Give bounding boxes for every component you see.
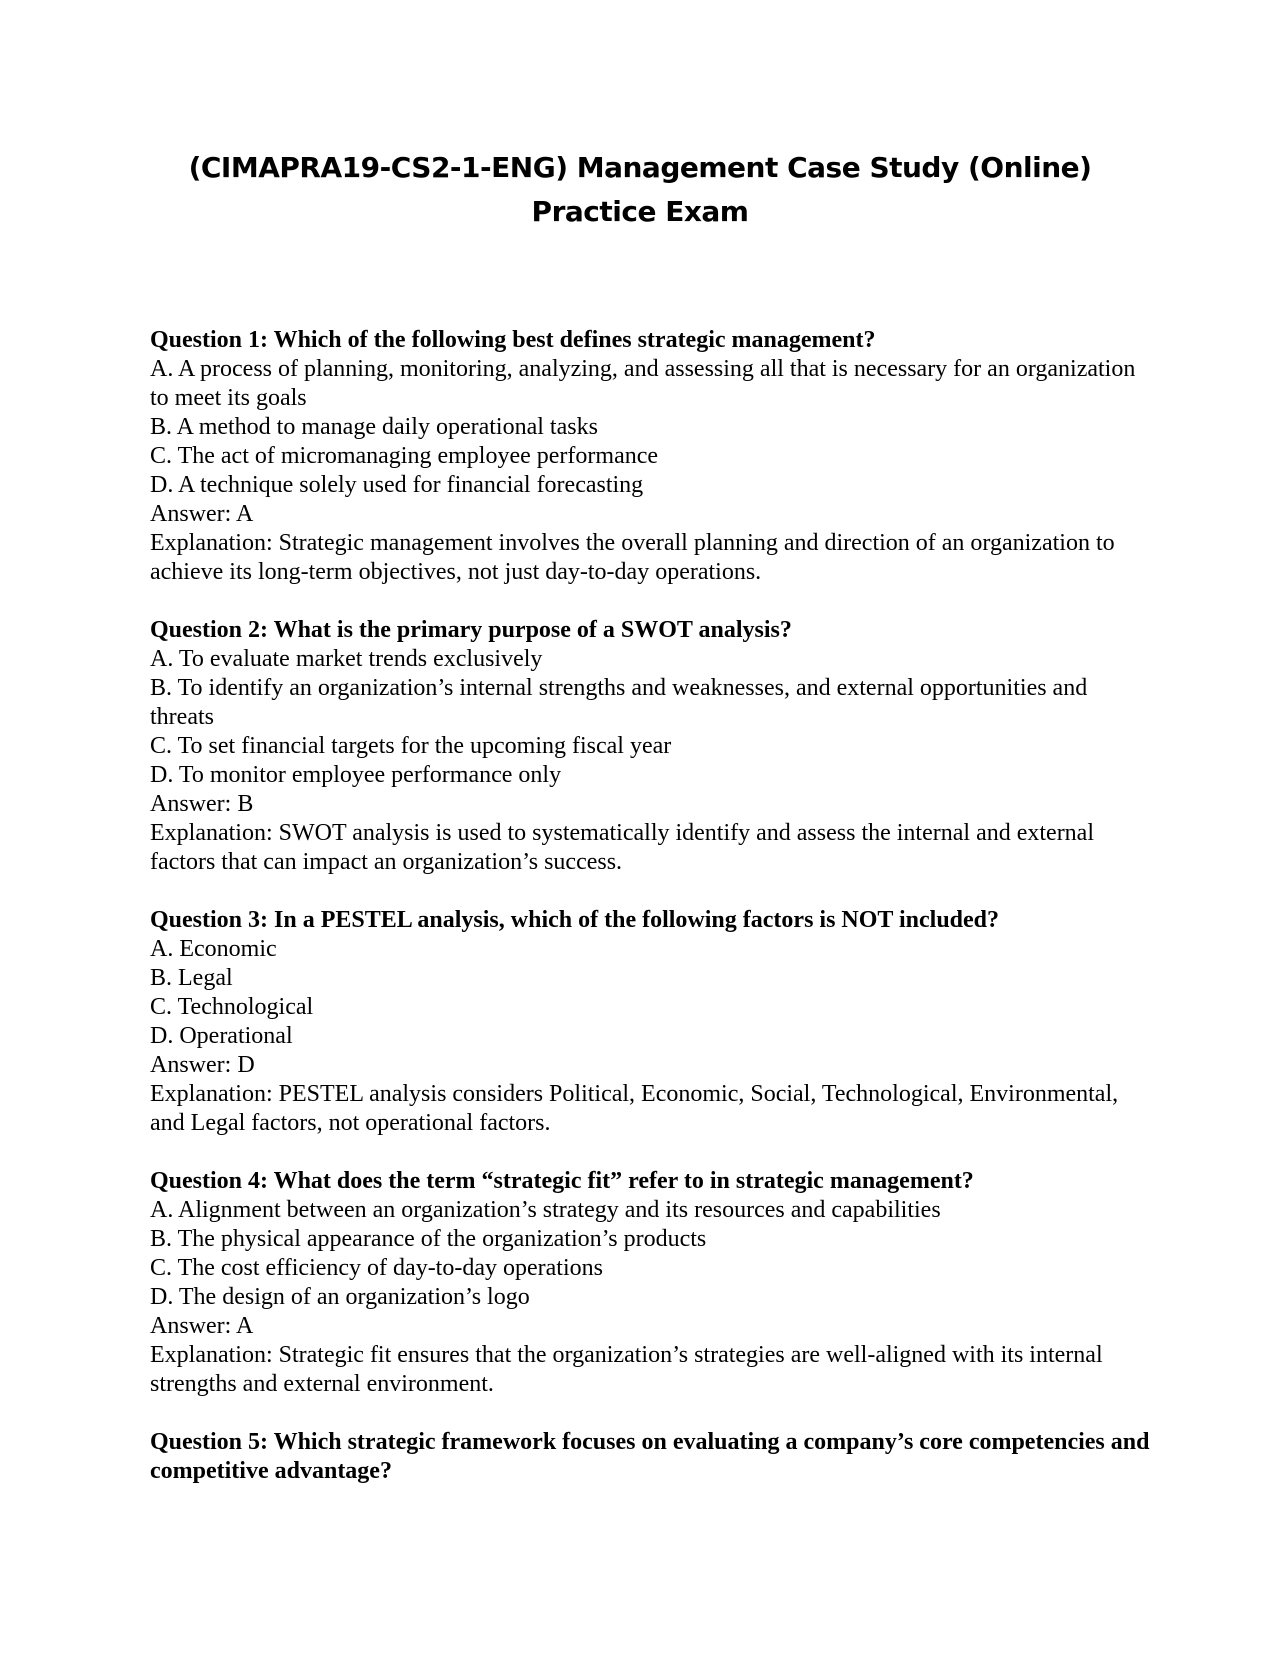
answer: Answer: A <box>150 501 254 527</box>
option-b: B. The physical appearance of the organization’s products <box>150 1226 707 1252</box>
document-title: (CIMAPRA19-CS2-1-ENG) Management Case Study (Online) Practice Exam <box>188 151 1092 228</box>
option-d: D. Operational <box>150 1023 293 1049</box>
question-text: Question 1: Which of the following best defines strategic management? <box>150 327 876 353</box>
option-a: A. To evaluate market trends exclusively <box>150 646 543 672</box>
answer: Answer: D <box>150 1052 255 1078</box>
question-block-4 <box>150 1167 1150 1399</box>
question-list <box>150 326 1150 1515</box>
option-b: B. To identify an organization’s internal strengths and weaknesses, and external opportunities and threats <box>150 675 1088 730</box>
answer: Answer: A <box>150 1313 254 1339</box>
option-d: D. The design of an organization’s logo <box>150 1284 530 1310</box>
question-text: Question 2: What is the primary purpose of a SWOT analysis? <box>150 617 792 643</box>
question-text: Question 4: What does the term “strategic fit” refer to in strategic management? <box>150 1168 974 1194</box>
option-a: A. Alignment between an organization’s strategy and its resources and capabilities <box>150 1197 941 1223</box>
option-c: C. Technological <box>150 994 314 1020</box>
option-b: B. Legal <box>150 965 233 991</box>
option-c: C. The cost efficiency of day-to-day operations <box>150 1255 603 1281</box>
question-block-2 <box>150 616 1150 877</box>
option-c: C. The act of micromanaging employee performance <box>150 443 659 469</box>
question-block-3 <box>150 906 1150 1138</box>
option-c: C. To set financial targets for the upcoming fiscal year <box>150 733 672 759</box>
option-d: D. A technique solely used for financial forecasting <box>150 472 644 498</box>
question-text: Question 5: Which strategic framework focuses on evaluating a company’s core competencies and competitive advantage? <box>150 1429 1150 1484</box>
question-block-5 <box>150 1428 1150 1486</box>
option-a: A. Economic <box>150 936 277 962</box>
explanation: Explanation: Strategic fit ensures that the organization’s strategies are well-aligned with its internal strengths and external environment. <box>150 1342 1103 1397</box>
explanation: Explanation: PESTEL analysis considers Political, Economic, Social, Technological, Environmental, and Legal factors, not operational factors. <box>150 1081 1119 1136</box>
question-text: Question 3: In a PESTEL analysis, which of the following factors is NOT included? <box>150 907 1000 933</box>
answer: Answer: B <box>150 791 254 817</box>
question-block-1 <box>150 326 1150 587</box>
explanation: Explanation: Strategic management involves the overall planning and direction of an organization to achieve its long-term objectives, not just day-to-day operations. <box>150 530 1115 585</box>
option-d: D. To monitor employee performance only <box>150 762 562 788</box>
option-a: A. A process of planning, monitoring, analyzing, and assessing all that is necessary for an organization to meet its goals <box>150 356 1136 411</box>
explanation: Explanation: SWOT analysis is used to systematically identify and assess the internal and external factors that can impact an organization’s success. <box>150 820 1095 875</box>
option-b: B. A method to manage daily operational tasks <box>150 414 598 440</box>
